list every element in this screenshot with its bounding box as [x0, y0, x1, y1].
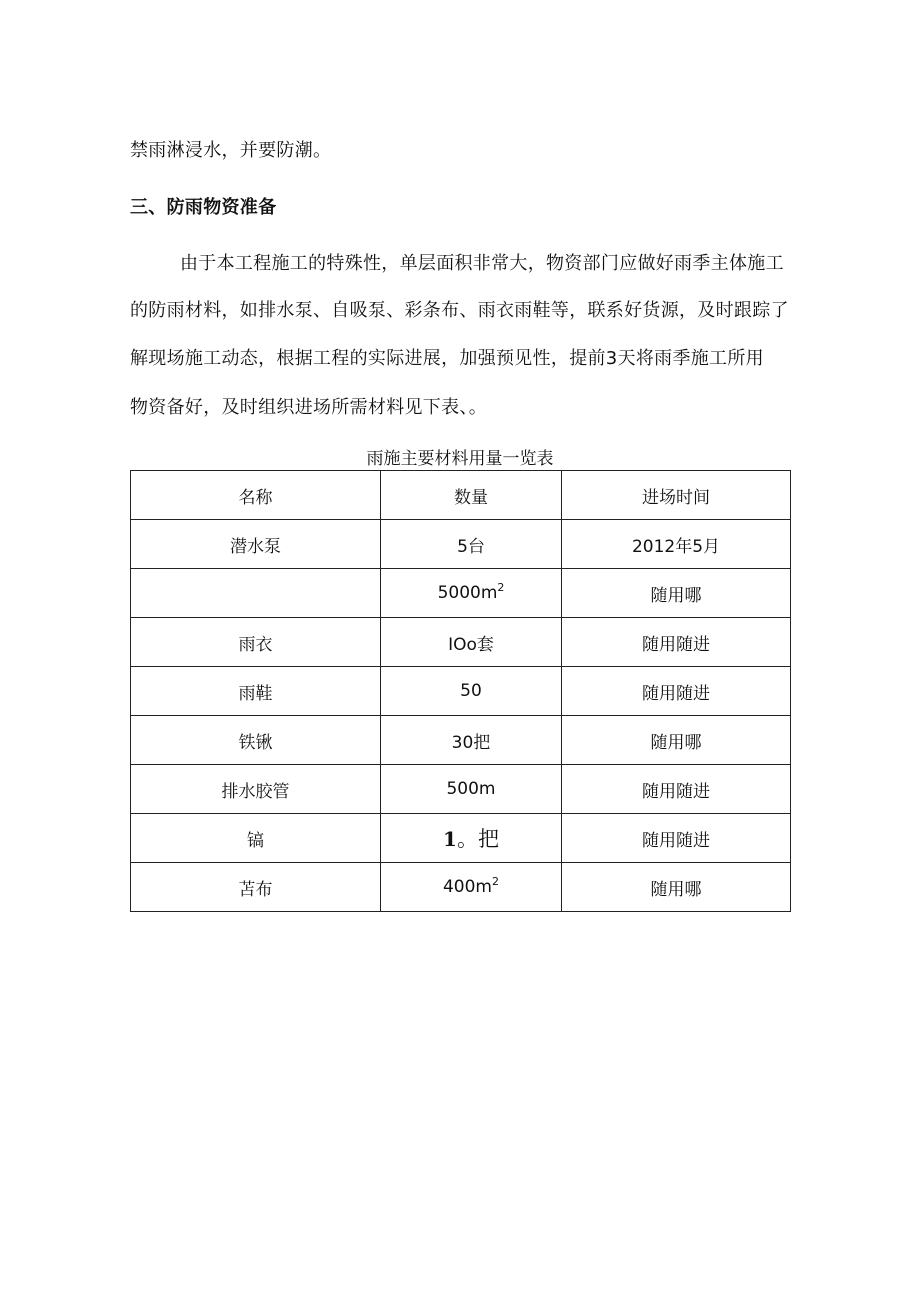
cell-time: 随用哪 — [562, 863, 791, 912]
quantity-text: 500m — [446, 779, 496, 799]
header-name: 名称 — [131, 471, 381, 520]
table-row — [131, 569, 791, 618]
cell-quantity — [381, 569, 562, 618]
quantity-text: IOo套 — [448, 634, 494, 655]
cell-time: 2012年5月 — [562, 520, 791, 569]
paragraph-line: 解现场施工动态，根据工程的实际进展，加强预见性，提前3天将雨季施工所用 — [130, 348, 764, 369]
cell-quantity — [381, 716, 562, 765]
section-heading: 三、防雨物资准备 — [130, 197, 277, 218]
cell-name: 排水胶管 — [131, 765, 381, 814]
quantity-text: 。把 — [456, 827, 499, 851]
table-row — [131, 667, 791, 716]
cell-time: 随用随进 — [562, 765, 791, 814]
cell-quantity — [381, 618, 562, 667]
table-row — [131, 520, 791, 569]
table-header-row — [131, 471, 791, 520]
quantity-text: 5台 — [457, 536, 485, 557]
paragraph-line: 物资备好，及时组织进场所需材料见下表、。 — [130, 397, 487, 418]
quantity-superscript: 2 — [492, 875, 499, 888]
table-row — [131, 765, 791, 814]
materials-table — [130, 470, 791, 912]
quantity-number: 1 — [443, 827, 457, 851]
header-quantity: 数量 — [381, 471, 562, 520]
paragraph-line: 由于本工程施工的特殊性，单层面积非常大，物资部门应做好雨季主体施工 — [180, 253, 784, 274]
table-row — [131, 716, 791, 765]
cell-name: 雨鞋 — [131, 667, 381, 716]
cell-time: 随用随进 — [562, 667, 791, 716]
quantity-text: 5000m — [437, 583, 498, 603]
cell-name: 潜水泵 — [131, 520, 381, 569]
quantity-text: 30把 — [451, 732, 491, 753]
table-row — [131, 863, 791, 912]
paragraph-line: 的防雨材料，如排水泵、自吸泵、彩条布、雨衣雨鞋等，联系好货源，及时跟踪了 — [130, 300, 789, 321]
quantity-text: 400m — [442, 877, 492, 897]
header-arrival-time: 进场时间 — [562, 471, 791, 520]
cell-quantity — [381, 765, 562, 814]
cell-quantity — [381, 667, 562, 716]
cell-time: 随用随进 — [562, 814, 791, 863]
cell-quantity — [381, 520, 562, 569]
cell-time: 随用哪 — [562, 569, 791, 618]
quantity-superscript: 2 — [497, 581, 505, 594]
cell-time: 随用随进 — [562, 618, 791, 667]
table-row — [131, 618, 791, 667]
cell-time: 随用哪 — [562, 716, 791, 765]
cell-quantity — [381, 863, 562, 912]
cell-name: 苫布 — [131, 863, 381, 912]
cell-name: 镐 — [131, 814, 381, 863]
cell-name — [131, 569, 381, 618]
paragraph-line: 禁雨淋浸水，并要防潮。 — [130, 140, 332, 161]
cell-name: 雨衣 — [131, 618, 381, 667]
quantity-text: 50 — [460, 681, 482, 701]
table-caption: 雨施主要材料用量一览表 — [366, 449, 554, 469]
cell-name: 铁锹 — [131, 716, 381, 765]
cell-quantity — [381, 814, 562, 863]
table-row — [131, 814, 791, 863]
